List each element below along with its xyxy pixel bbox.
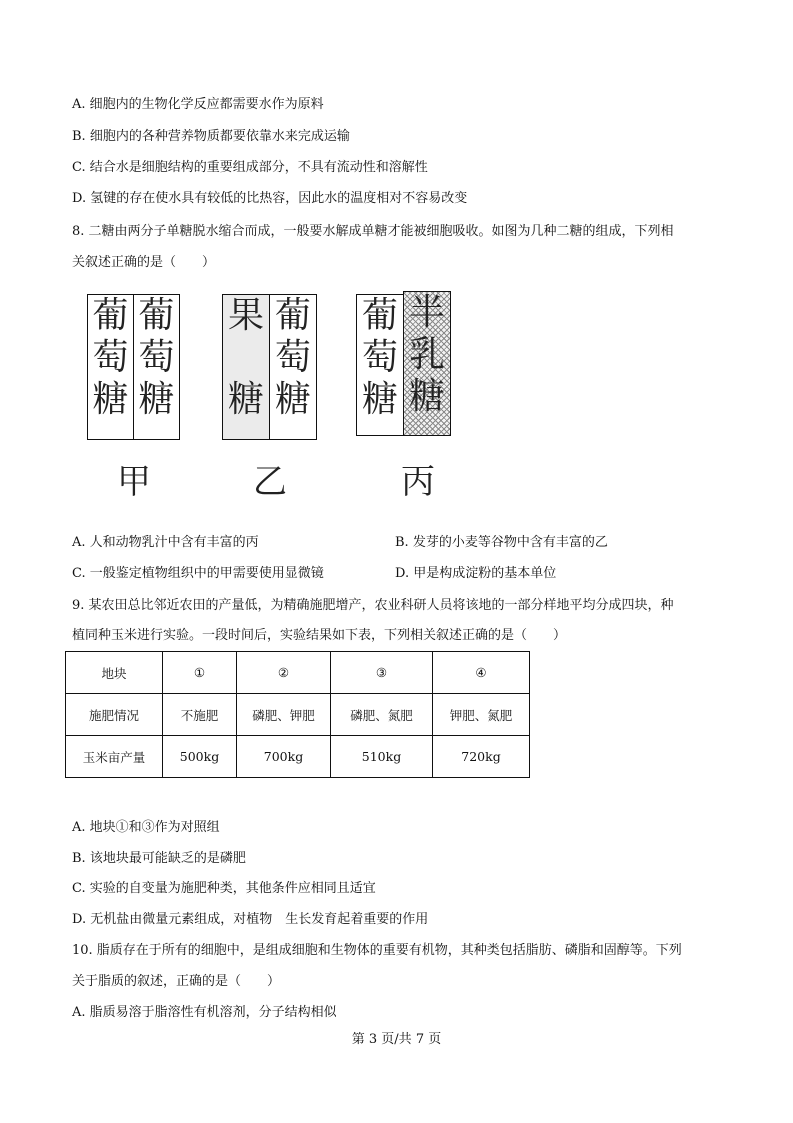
table-cell: 玉米亩产量	[66, 736, 163, 778]
table-row	[66, 736, 530, 778]
q8-option-b: B. 发芽的小麦等谷物中含有丰富的乙	[395, 535, 608, 550]
jia-right-cell	[133, 294, 180, 440]
bing-right-char-1: 半	[408, 292, 445, 333]
yi-right-char-1: 葡	[274, 295, 311, 336]
yi-right-char-3: 糖	[274, 379, 311, 420]
table-cell: 地块	[66, 652, 163, 694]
table-cell: 施肥情况	[66, 694, 163, 736]
q9-option-c: C. 实验的自变量为施肥种类，其他条件应相同且适宜	[72, 881, 376, 896]
bing-right-char-2: 乳	[408, 334, 445, 375]
bing-right-char-3: 糖	[408, 376, 445, 417]
q9-option-d: D. 无机盐由微量元素组成，对植物 生长发育起着重要的作用	[72, 912, 429, 927]
bing-label: 丙	[401, 462, 435, 502]
bing-left-cell	[356, 294, 404, 436]
bing-left-char-1: 葡	[361, 295, 398, 336]
table-cell: 磷肥、氮肥	[331, 694, 433, 736]
jia-right-char-3: 糖	[138, 379, 175, 420]
q9-option-b: B. 该地块最可能缺乏的是磷肥	[72, 851, 246, 866]
table-row	[66, 652, 530, 694]
bing-left-char-2: 萄	[361, 337, 398, 378]
q7-option-c: C. 结合水是细胞结构的重要组成部分，不具有流动性和溶解性	[72, 160, 428, 175]
yi-left-char-3: 糖	[227, 379, 264, 420]
q9-option-a: A. 地块①和③作为对照组	[72, 820, 220, 835]
table-cell: 不施肥	[163, 694, 237, 736]
q10-stem-line1: 10. 脂质存在于所有的细胞中，是组成细胞和生物体的重要有机物，其种类包括脂肪、磷脂和固醇等。下列	[72, 943, 682, 958]
table-cell: 510kg	[331, 736, 433, 778]
fertilizer-table	[65, 651, 530, 778]
q8-option-c: C. 一般鉴定植物组织中的甲需要使用显微镜	[72, 566, 324, 581]
yi-right-char-2: 萄	[274, 337, 311, 378]
table-cell: 720kg	[433, 736, 530, 778]
table-cell: 500kg	[163, 736, 237, 778]
q9-stem-line2: 植同种玉米进行实验。一段时间后，实验结果如下表，下列相关叙述正确的是（ ）	[72, 628, 567, 643]
q8-stem-line1: 8. 二糖由两分子单糖脱水缩合而成，一般要水解成单糖才能被细胞吸收。如图为几种二糖的组成，下列相	[72, 224, 674, 239]
q8-option-d: D. 甲是构成淀粉的基本单位	[395, 566, 557, 581]
page-footer: 第 3 页/共 7 页	[351, 1032, 442, 1047]
table-cell: ②	[237, 652, 331, 694]
q10-stem-line2: 关于脂质的叙述，正确的是（ ）	[72, 974, 281, 989]
q10-option-a: A. 脂质易溶于脂溶性有机溶剂，分子结构相似	[72, 1005, 337, 1020]
bing-right-cell	[403, 291, 451, 436]
yi-left-cell	[222, 294, 270, 440]
yi-left-char-1: 果	[227, 295, 264, 336]
jia-left-cell	[87, 294, 134, 440]
table-row	[66, 694, 530, 736]
bing-left-char-3: 糖	[361, 379, 398, 420]
jia-right-char-2: 萄	[138, 337, 175, 378]
q7-option-d: D. 氢键的存在使水具有较低的比热容，因此水的温度相对不容易改变	[72, 191, 468, 206]
table-cell: ④	[433, 652, 530, 694]
q8-stem-line2: 关叙述正确的是（ ）	[72, 255, 216, 270]
jia-label: 甲	[117, 462, 151, 502]
jia-left-char-2: 萄	[92, 337, 129, 378]
jia-left-char-1: 葡	[92, 295, 129, 336]
table-cell: 钾肥、氮肥	[433, 694, 530, 736]
q9-stem-line1: 9. 某农田总比邻近农田的产量低，为精确施肥增产，农业科研人员将该地的一部分样地平均分成四块，种	[72, 598, 674, 613]
jia-right-char-1: 葡	[138, 295, 175, 336]
yi-right-cell	[269, 294, 317, 440]
q7-option-b: B. 细胞内的各种营养物质都要依靠水来完成运输	[72, 129, 350, 144]
table-cell: ③	[331, 652, 433, 694]
q7-option-a: A. 细胞内的生物化学反应都需要水作为原料	[72, 97, 324, 112]
table-cell: 700kg	[237, 736, 331, 778]
yi-label: 乙	[253, 462, 287, 502]
yi-left-char-2	[223, 337, 269, 379]
table-cell: 磷肥、钾肥	[237, 694, 331, 736]
q8-option-a: A. 人和动物乳汁中含有丰富的丙	[72, 535, 259, 550]
jia-left-char-3: 糖	[92, 379, 129, 420]
table-cell: ①	[163, 652, 237, 694]
